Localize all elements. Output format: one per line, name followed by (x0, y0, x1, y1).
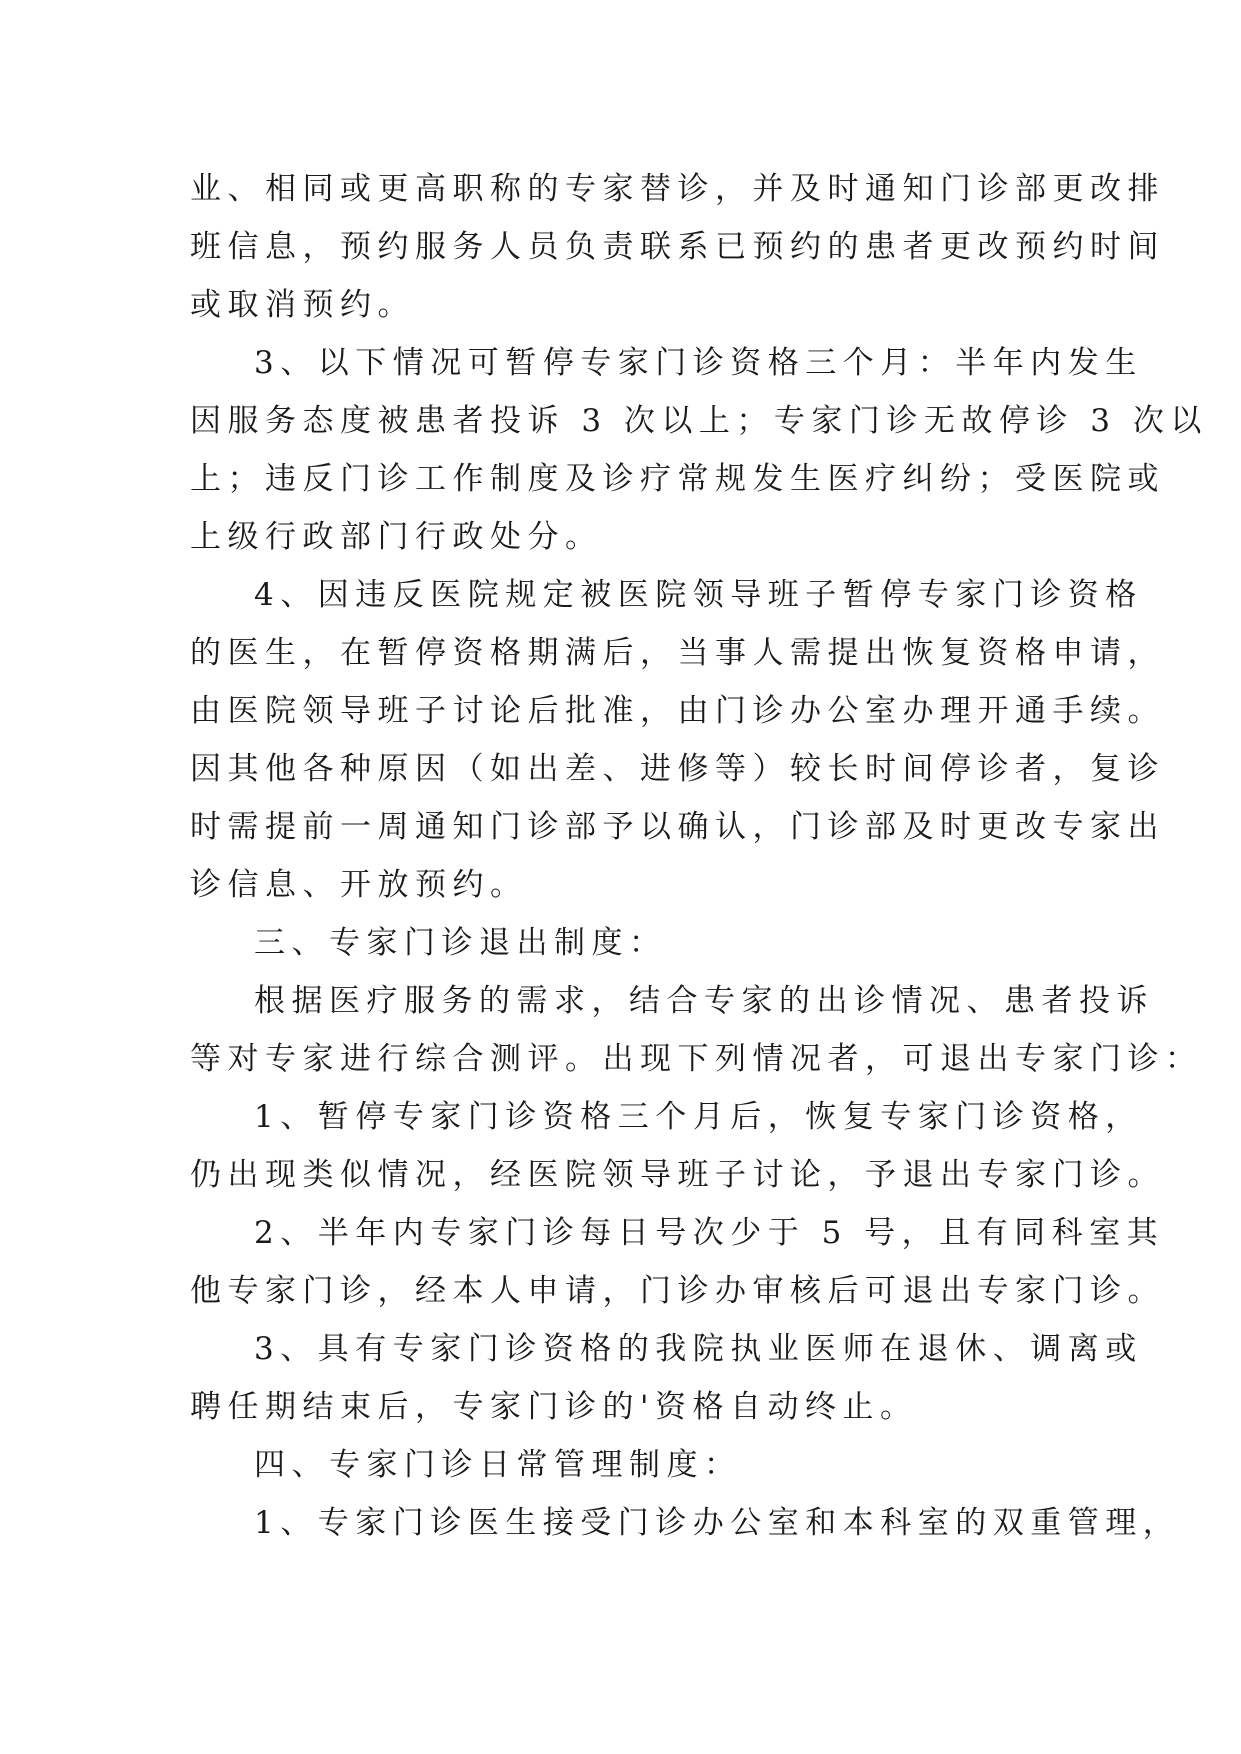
text-line: 时需提前一周通知门诊部予以确认，门诊部及时更改专家出 (190, 809, 1165, 845)
paragraph-start-line: 1、暂停专家门诊资格三个月后，恢复专家门诊资格， (254, 1099, 1143, 1135)
paragraph-start-line: 2、半年内专家门诊每日号次少于 5 号，且有同科室其 (254, 1215, 1165, 1251)
text-line: 仍出现类似情况，经医院领导班子讨论，予退出专家门诊。 (190, 1157, 1165, 1193)
text-line: 诊信息、开放预约。 (190, 867, 528, 903)
section-heading: 三、专家门诊退出制度： (254, 925, 667, 961)
text-line: 的医生，在暂停资格期满后，当事人需提出恢复资格申请， (190, 635, 1165, 671)
text-line: 等对专家进行综合测评。出现下列情况者，可退出专家门诊： (190, 1041, 1203, 1077)
section-heading: 四、专家门诊日常管理制度： (254, 1447, 742, 1483)
paragraph-start-line: 4、因违反医院规定被医院领导班子暂停专家门诊资格 (254, 577, 1143, 613)
paragraph-start-line: 根据医疗服务的需求，结合专家的出诊情况、患者投诉 (254, 983, 1154, 1019)
text-line: 上级行政部门行政处分。 (190, 519, 603, 555)
document-body (190, 160, 1208, 1552)
text-line: 他专家门诊，经本人申请，门诊办审核后可退出专家门诊。 (190, 1273, 1165, 1309)
text-line: 聘任期结束后，专家门诊的'资格自动终止。 (190, 1389, 918, 1425)
text-line: 或取消预约。 (190, 287, 415, 323)
text-line: 上；违反门诊工作制度及诊疗常规发生医疗纠纷；受医院或 (190, 461, 1165, 497)
paragraph-start-line: 3、以下情况可暂停专家门诊资格三个月：半年内发生 (254, 345, 1143, 381)
paragraph-start-line: 1、专家门诊医生接受门诊办公室和本科室的双重管理， (254, 1505, 1181, 1541)
text-line: 业、相同或更高职称的专家替诊，并及时通知门诊部更改排 (190, 171, 1165, 207)
text-line: 因其他各种原因（如出差、进修等）较长时间停诊者，复诊 (190, 751, 1165, 787)
paragraph-start-line: 3、具有专家门诊资格的我院执业医师在退休、调离或 (254, 1331, 1143, 1367)
text-line: 班信息，预约服务人员负责联系已预约的患者更改预约时间 (190, 229, 1165, 265)
text-line: 因服务态度被患者投诉 3 次以上；专家门诊无故停诊 3 次以 (190, 403, 1208, 439)
text-line: 由医院领导班子讨论后批准，由门诊办公室办理开通手续。 (190, 693, 1165, 729)
